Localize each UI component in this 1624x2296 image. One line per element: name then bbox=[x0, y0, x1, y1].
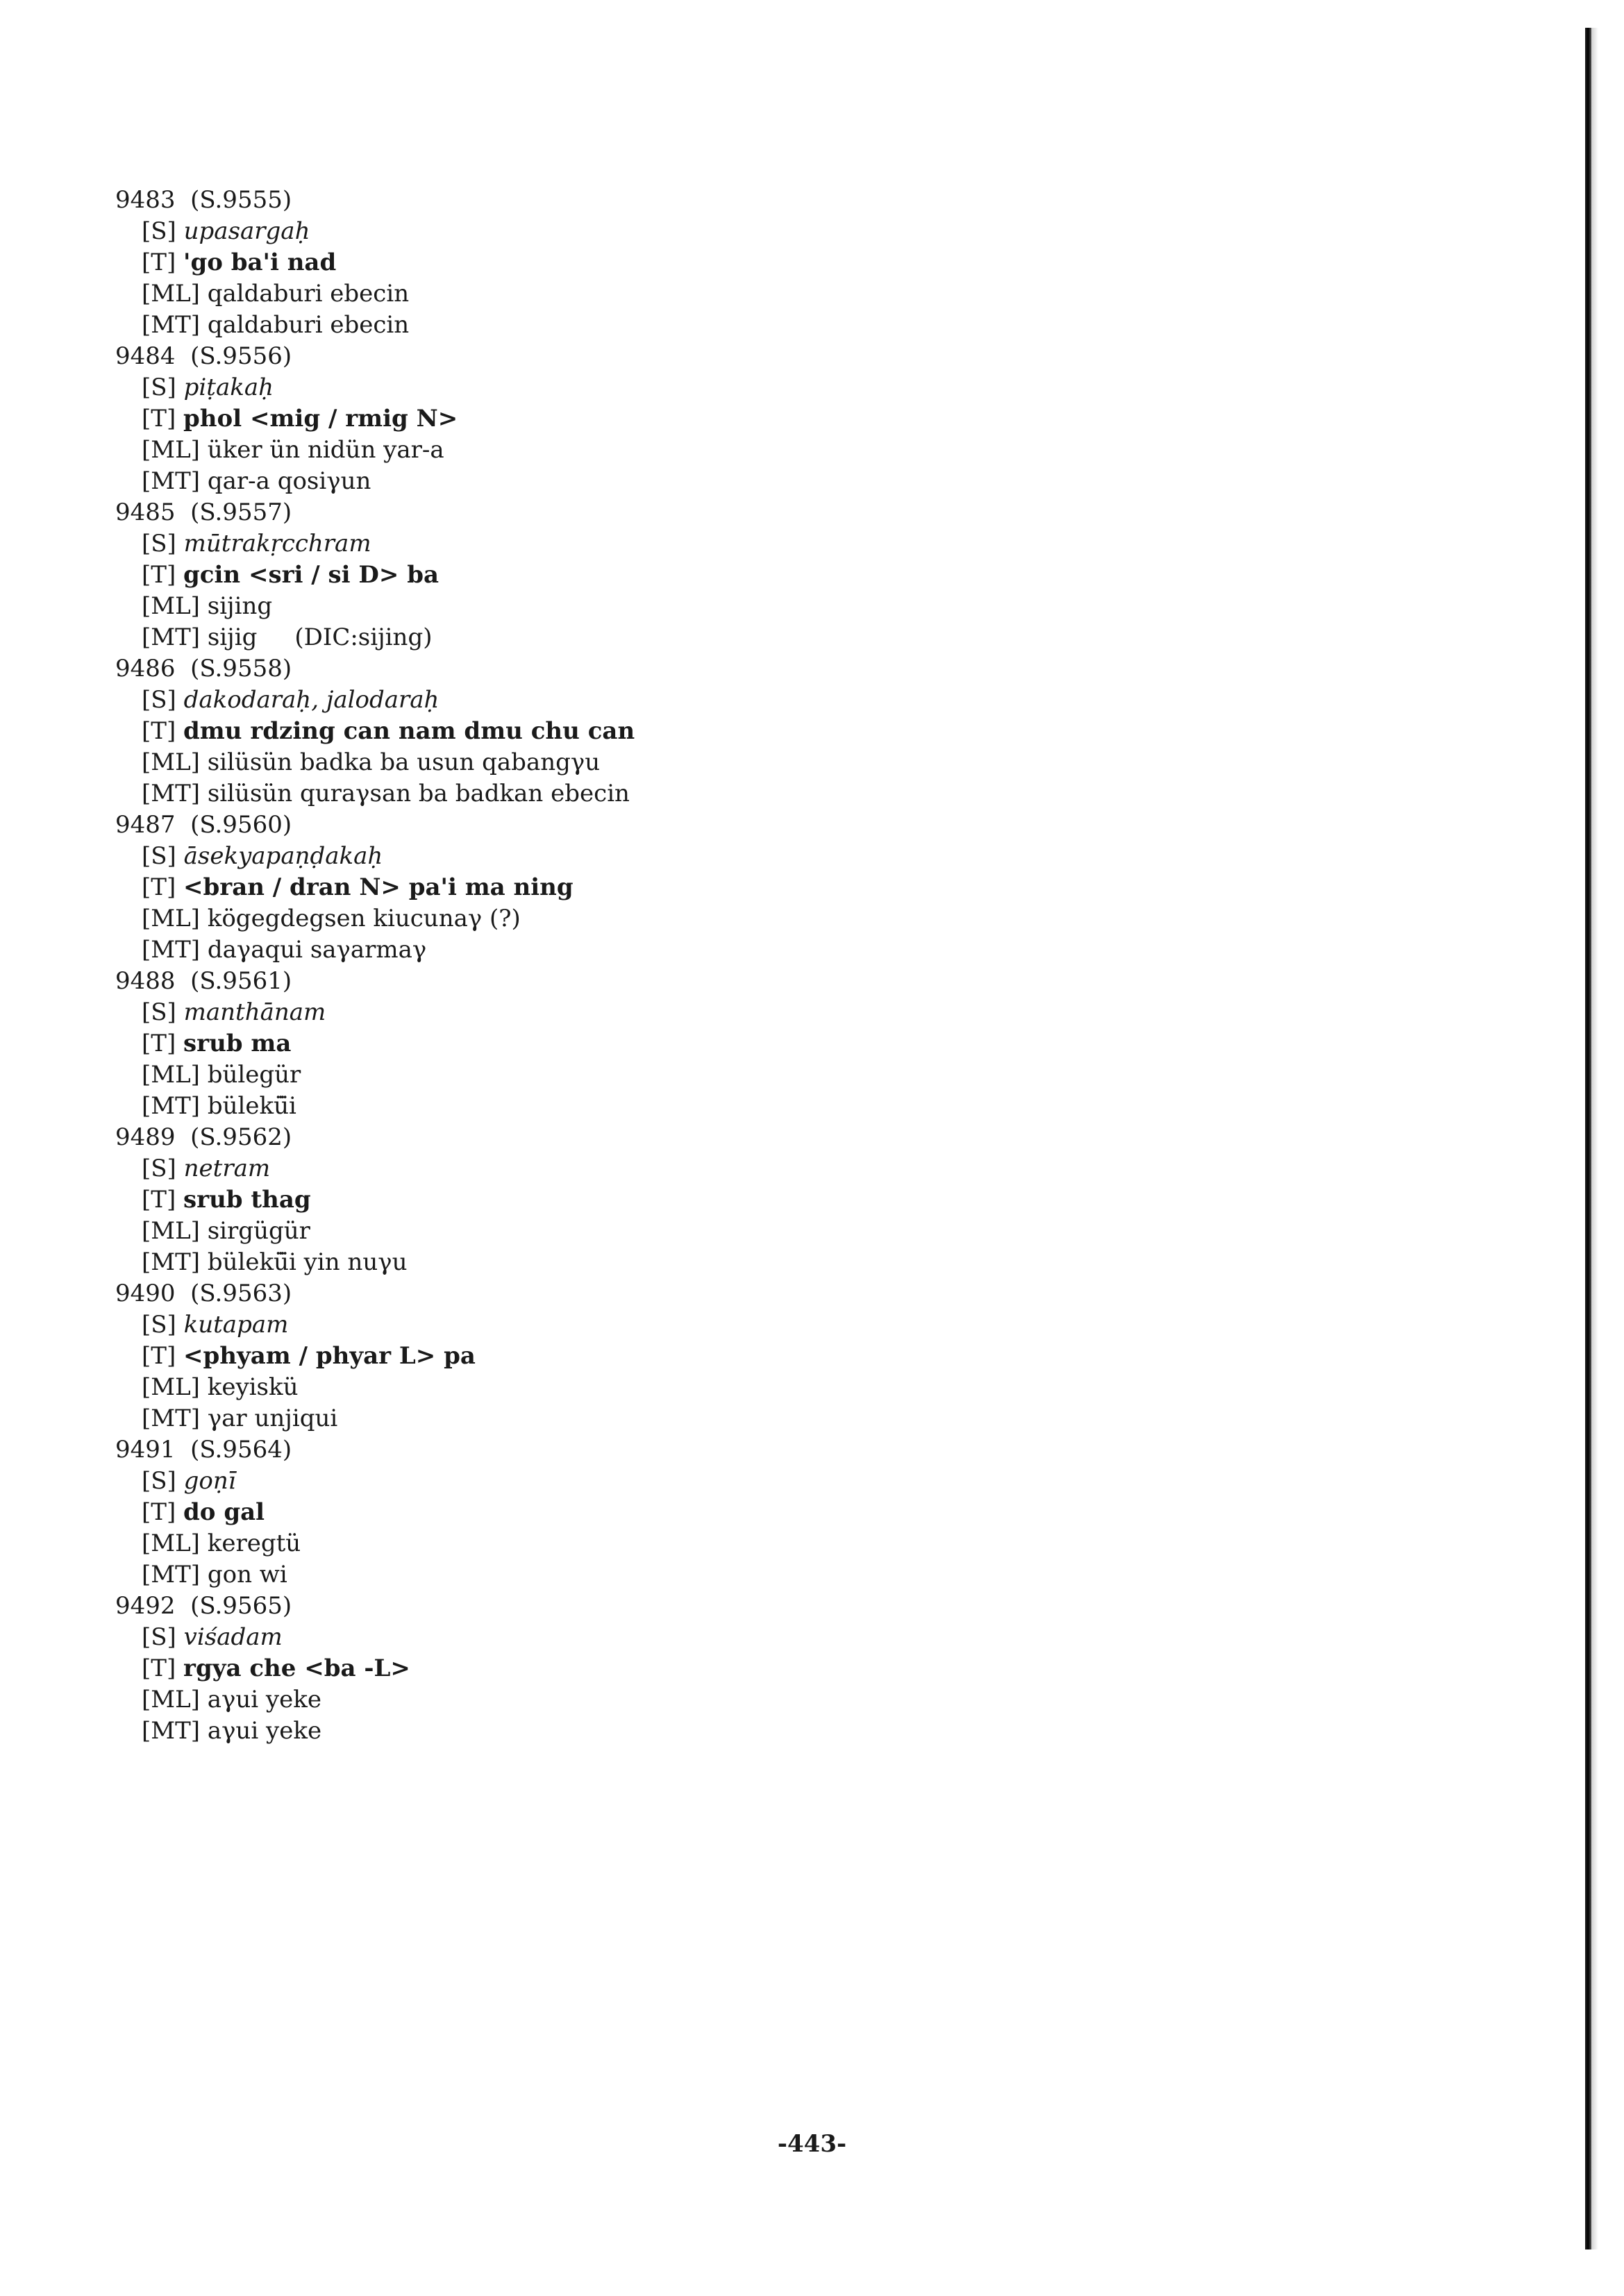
language-tag: [S] bbox=[142, 842, 176, 870]
entry-line-mt bbox=[115, 778, 635, 810]
term-mt: qaldaburi ebecin bbox=[207, 311, 410, 339]
entry-reference: (S.9557) bbox=[190, 498, 292, 526]
entry-line-ml bbox=[115, 278, 635, 310]
entry-line-ml bbox=[115, 591, 635, 622]
entry-header bbox=[115, 1591, 635, 1622]
language-tag: [MT] bbox=[142, 467, 201, 495]
language-tag: [ML] bbox=[142, 592, 200, 620]
language-tag: [MT] bbox=[142, 1717, 201, 1745]
term-s: mūtrakṛcchram bbox=[183, 530, 371, 558]
language-tag: [ML] bbox=[142, 436, 200, 464]
term-ml: keyiskü bbox=[207, 1373, 299, 1401]
entry-header bbox=[115, 1122, 635, 1153]
binding-shadow bbox=[1591, 28, 1598, 2249]
language-tag: [MT] bbox=[142, 780, 201, 807]
language-tag: [ML] bbox=[142, 1530, 200, 1557]
entry-reference: (S.9558) bbox=[190, 655, 292, 682]
entry-line-ml bbox=[115, 1059, 635, 1091]
entry-line-s bbox=[115, 841, 635, 872]
language-tag: [S] bbox=[142, 1311, 176, 1339]
language-tag: [T] bbox=[142, 717, 176, 745]
entry-line-t bbox=[115, 1497, 635, 1528]
term-s: goṇī bbox=[183, 1467, 236, 1495]
term-mt: daγaqui saγarmaγ bbox=[207, 936, 427, 964]
entry-line-mt bbox=[115, 622, 635, 653]
entry-header bbox=[115, 1434, 635, 1466]
entry-line-s bbox=[115, 1309, 635, 1341]
term-s: manthānam bbox=[183, 998, 326, 1026]
language-tag: [MT] bbox=[142, 1248, 201, 1276]
entry-header bbox=[115, 653, 635, 685]
term-ml: sijing bbox=[207, 592, 273, 620]
term-t: phol <mig / rmig N> bbox=[183, 405, 458, 433]
entry-reference: (S.9560) bbox=[190, 811, 292, 839]
entry-reference: (S.9564) bbox=[190, 1436, 292, 1464]
language-tag: [T] bbox=[142, 873, 176, 901]
language-tag: [S] bbox=[142, 686, 176, 714]
entry-line-s bbox=[115, 997, 635, 1028]
term-s: dakodaraḥ, jalodaraḥ bbox=[183, 686, 440, 714]
entry-line-s bbox=[115, 685, 635, 716]
entry-line-t bbox=[115, 872, 635, 903]
page-number: -443- bbox=[777, 2130, 847, 2158]
entry-number: 9492 bbox=[115, 1592, 176, 1620]
entry-line-mt bbox=[115, 1403, 635, 1434]
language-tag: [MT] bbox=[142, 1561, 201, 1589]
entry-line-s bbox=[115, 216, 635, 247]
entry-number: 9486 bbox=[115, 655, 176, 682]
language-tag: [T] bbox=[142, 1342, 176, 1370]
term-ml: üker ün nidün yar-a bbox=[207, 436, 444, 464]
entry-number: 9487 bbox=[115, 811, 176, 839]
entry-line-mt bbox=[115, 1091, 635, 1122]
language-tag: [S] bbox=[142, 1623, 176, 1651]
term-t: srub thag bbox=[183, 1186, 311, 1214]
language-tag: [S] bbox=[142, 998, 176, 1026]
entry-line-mt bbox=[115, 310, 635, 341]
language-tag: [ML] bbox=[142, 1217, 200, 1245]
term-s: piṭakaḥ bbox=[183, 374, 274, 401]
term-t: dmu rdzing can nam dmu chu can bbox=[183, 717, 635, 745]
term-mt: bülekü̈i bbox=[207, 1092, 296, 1120]
entry-number: 9490 bbox=[115, 1280, 176, 1307]
entry-line-t bbox=[115, 1184, 635, 1216]
language-tag: [T] bbox=[142, 561, 176, 589]
entry-reference: (S.9555) bbox=[190, 186, 292, 214]
language-tag: [T] bbox=[142, 1030, 176, 1057]
language-tag: [MT] bbox=[142, 1405, 201, 1432]
entry-line-ml bbox=[115, 1216, 635, 1247]
entry-line-mt bbox=[115, 1716, 635, 1747]
term-s: netram bbox=[183, 1155, 271, 1182]
entry-reference: (S.9556) bbox=[190, 342, 292, 370]
term-mt: qar-a qosiγun bbox=[207, 467, 371, 495]
entry-reference: (S.9563) bbox=[190, 1280, 292, 1307]
term-s: viśadam bbox=[183, 1623, 283, 1651]
entry-line-mt bbox=[115, 935, 635, 966]
entry-line-t bbox=[115, 1341, 635, 1372]
term-ml: sirgügür bbox=[207, 1217, 310, 1245]
entry-line-t bbox=[115, 1653, 635, 1684]
language-tag: [MT] bbox=[142, 623, 201, 651]
term-s: kutapam bbox=[183, 1311, 289, 1339]
entry-line-t bbox=[115, 247, 635, 278]
term-ml: kögegdegsen kiucunaγ (?) bbox=[207, 905, 521, 932]
entry-number: 9488 bbox=[115, 967, 176, 995]
entry-number: 9483 bbox=[115, 186, 176, 214]
language-tag: [S] bbox=[142, 530, 176, 558]
entry-line-t bbox=[115, 716, 635, 747]
entry-reference: (S.9562) bbox=[190, 1123, 292, 1151]
entry-line-s bbox=[115, 1153, 635, 1184]
term-s: āsekyapaṇḍakaḥ bbox=[183, 842, 383, 870]
term-ml: qaldaburi ebecin bbox=[207, 280, 410, 308]
entry-line-s bbox=[115, 528, 635, 560]
term-t: 'go ba'i nad bbox=[183, 249, 337, 276]
entry-line-s bbox=[115, 372, 635, 403]
entry-line-mt bbox=[115, 1247, 635, 1278]
term-t: do gal bbox=[183, 1498, 265, 1526]
term-mt: sijig (DIC:sijing) bbox=[207, 623, 433, 651]
entry-header bbox=[115, 341, 635, 372]
language-tag: [ML] bbox=[142, 280, 200, 308]
language-tag: [ML] bbox=[142, 1686, 200, 1713]
language-tag: [T] bbox=[142, 1186, 176, 1214]
entry-line-ml bbox=[115, 1684, 635, 1716]
language-tag: [MT] bbox=[142, 1092, 201, 1120]
language-tag: [ML] bbox=[142, 1061, 200, 1089]
term-t: rgya che <ba -L> bbox=[183, 1654, 410, 1682]
entry-line-ml bbox=[115, 1372, 635, 1403]
language-tag: [T] bbox=[142, 1654, 176, 1682]
language-tag: [T] bbox=[142, 249, 176, 276]
entry-header bbox=[115, 1278, 635, 1309]
entry-number: 9489 bbox=[115, 1123, 176, 1151]
entry-line-ml bbox=[115, 435, 635, 466]
entry-reference: (S.9565) bbox=[190, 1592, 292, 1620]
entry-line-t bbox=[115, 560, 635, 591]
entry-line-t bbox=[115, 1028, 635, 1059]
term-mt: bülekü̈i yin nuγu bbox=[207, 1248, 408, 1276]
language-tag: [S] bbox=[142, 217, 176, 245]
entry-header bbox=[115, 966, 635, 997]
term-s: upasargaḥ bbox=[183, 217, 310, 245]
entry-line-s bbox=[115, 1466, 635, 1497]
term-ml: aγui yeke bbox=[207, 1686, 321, 1713]
entry-number: 9491 bbox=[115, 1436, 176, 1464]
entry-line-mt bbox=[115, 466, 635, 497]
entry-number: 9485 bbox=[115, 498, 176, 526]
entry-line-ml bbox=[115, 747, 635, 778]
language-tag: [T] bbox=[142, 1498, 176, 1526]
term-t: srub ma bbox=[183, 1030, 292, 1057]
entry-header bbox=[115, 497, 635, 528]
language-tag: [S] bbox=[142, 1155, 176, 1182]
entry-line-t bbox=[115, 403, 635, 435]
term-t: <bran / dran N> pa'i ma ning bbox=[183, 873, 574, 901]
language-tag: [S] bbox=[142, 374, 176, 401]
term-mt: silüsün quraγsan ba badkan ebecin bbox=[207, 780, 630, 807]
term-ml: keregtü bbox=[207, 1530, 301, 1557]
entry-line-s bbox=[115, 1622, 635, 1653]
term-t: <phyam / phyar L> pa bbox=[183, 1342, 476, 1370]
entry-header bbox=[115, 810, 635, 841]
language-tag: [ML] bbox=[142, 748, 200, 776]
entry-number: 9484 bbox=[115, 342, 176, 370]
language-tag: [MT] bbox=[142, 936, 201, 964]
term-mt: gon wi bbox=[207, 1561, 287, 1589]
language-tag: [ML] bbox=[142, 1373, 200, 1401]
binding-edge bbox=[1585, 28, 1591, 2249]
term-t: gcin <sri / si D> ba bbox=[183, 561, 440, 589]
entry-line-ml bbox=[115, 1528, 635, 1559]
entry-list bbox=[115, 185, 635, 1747]
entry-line-ml bbox=[115, 903, 635, 935]
entry-header bbox=[115, 185, 635, 216]
entry-reference: (S.9561) bbox=[190, 967, 292, 995]
term-ml: silüsün badka ba usun qabangγu bbox=[207, 748, 601, 776]
term-mt: γar unjiqui bbox=[207, 1405, 338, 1432]
entry-line-mt bbox=[115, 1559, 635, 1591]
language-tag: [T] bbox=[142, 405, 176, 433]
language-tag: [S] bbox=[142, 1467, 176, 1495]
language-tag: [MT] bbox=[142, 311, 201, 339]
language-tag: [ML] bbox=[142, 905, 200, 932]
term-mt: aγui yeke bbox=[207, 1717, 322, 1745]
term-ml: bülegür bbox=[207, 1061, 301, 1089]
